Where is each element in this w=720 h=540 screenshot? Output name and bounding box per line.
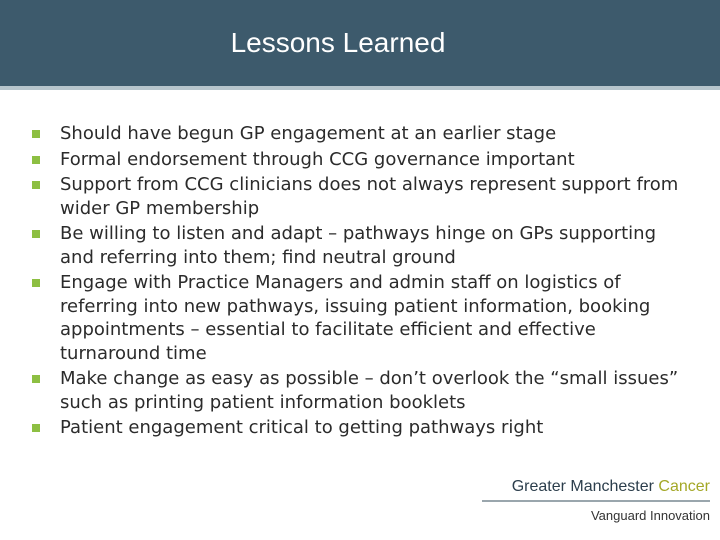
bullet-text: Make change as easy as possible – don’t overlook the “small issues” such as printing patient information booklets (60, 368, 679, 413)
bullet-item (32, 122, 682, 146)
bullet-item (32, 271, 682, 365)
bullet-text: Formal endorsement through CCG governance important (60, 148, 575, 170)
square-bullet-icon (32, 279, 40, 287)
bullet-text: Support from CCG clinicians does not always represent support from wider GP membership (60, 174, 679, 219)
footer-divider (482, 500, 710, 502)
square-bullet-icon (32, 375, 40, 383)
bullet-item (32, 222, 682, 269)
bullet-list (32, 122, 682, 442)
bullet-item (32, 367, 682, 414)
square-bullet-icon (32, 156, 40, 164)
footer-logo (470, 478, 710, 523)
slide-title: Lessons Learned (230, 27, 446, 58)
brand-main: Greater Manchester (511, 478, 654, 495)
square-bullet-icon (32, 424, 40, 432)
square-bullet-icon (32, 181, 40, 189)
square-bullet-icon (32, 230, 40, 238)
bullet-item (32, 148, 682, 172)
bullet-text: Engage with Practice Managers and admin staff on logistics of referring into new pathways, issuing patient information, booking appointments – essential to facilitate efficient and effective turnaround time (60, 272, 651, 364)
footer-subtitle: Vanguard Innovation (590, 508, 710, 523)
bullet-text: Be willing to listen and adapt – pathways hinge on GPs supporting and referring into them; find neutral ground (60, 223, 656, 268)
footer-brand (470, 478, 710, 496)
bullet-text: Should have begun GP engagement at an earlier stage (60, 123, 557, 144)
bullet-item (32, 416, 682, 440)
title-underline (0, 86, 720, 90)
bullet-text: Patient engagement critical to getting pathways right (60, 417, 544, 438)
bullet-item (32, 173, 682, 220)
brand-accent: Cancer (658, 478, 710, 495)
square-bullet-icon (32, 130, 40, 138)
